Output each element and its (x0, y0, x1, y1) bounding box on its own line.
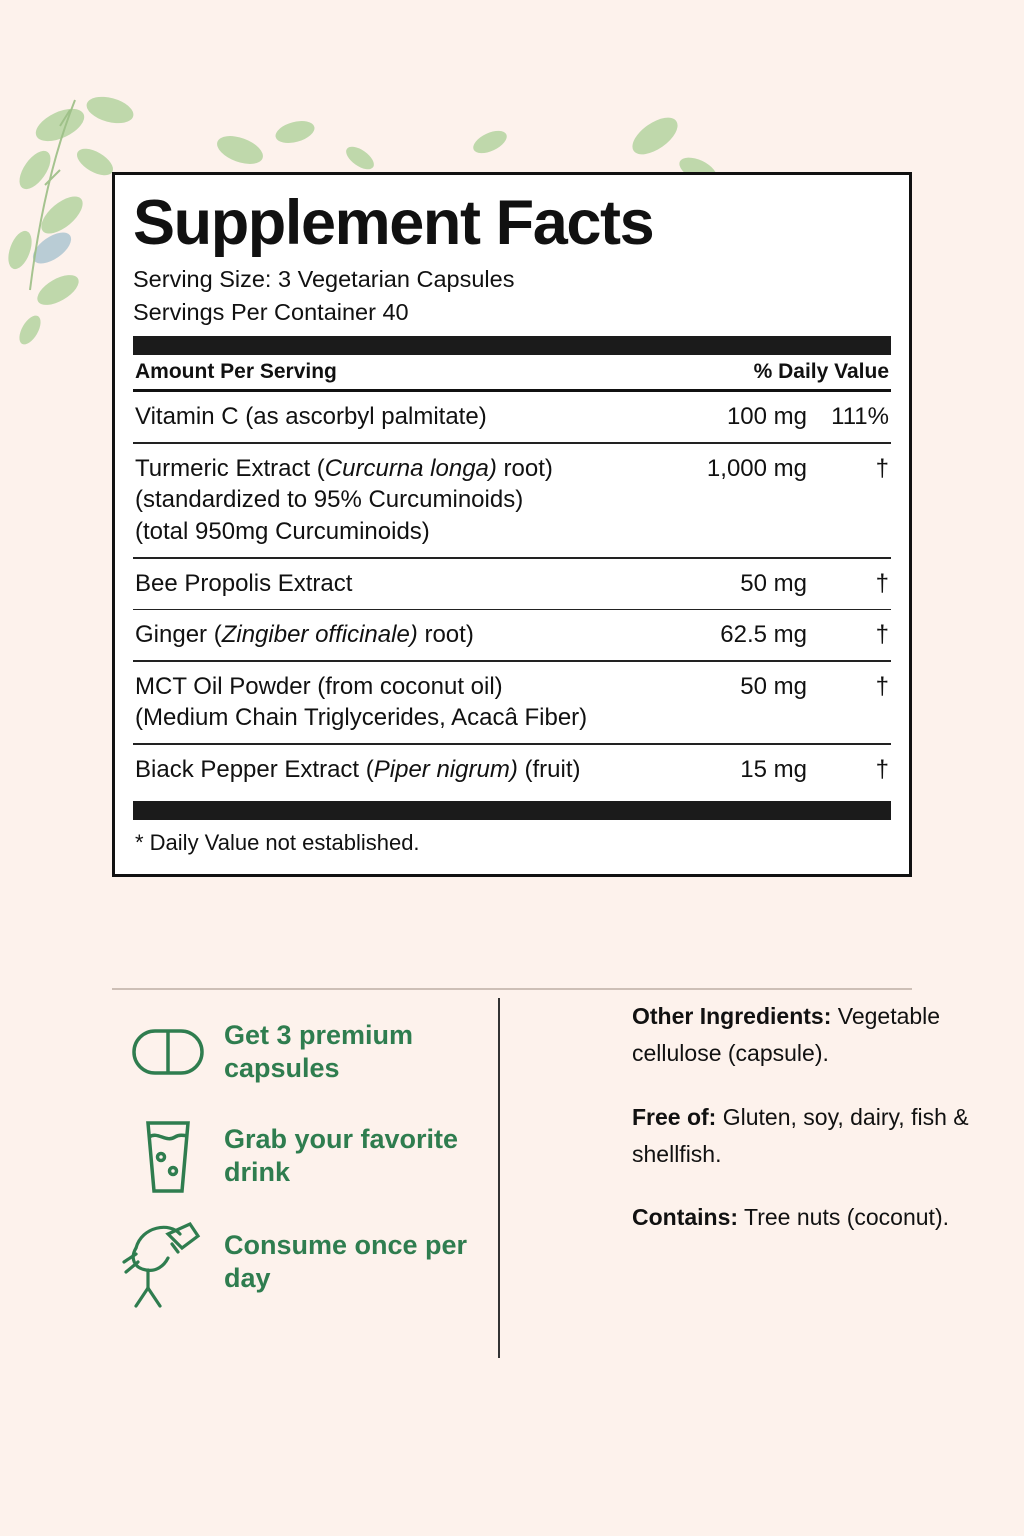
serving-size: Serving Size: 3 Vegetarian Capsules (133, 266, 515, 293)
divider-thick-top (133, 336, 891, 355)
nutrient-daily-value: † (875, 755, 889, 783)
drink-glass-icon (112, 1113, 224, 1199)
other-ingredients (632, 998, 1024, 1073)
capsule-icon (112, 1017, 224, 1087)
other-ingredients-label: Other Ingredients: (632, 1003, 832, 1029)
step-label: Consume once per day (224, 1229, 468, 1293)
nutrient-name: Vitamin C (as ascorbyl palmitate) (135, 403, 487, 431)
supplement-facts-panel (112, 172, 912, 877)
nutrient-name-latin: Curcurna longa) (324, 454, 497, 482)
other-ingredients-text: Vegetable cellulose (capsule). (632, 1003, 941, 1067)
other-ingredients-block (632, 998, 1024, 1262)
nutrient-amount: 62.5 mg (720, 621, 807, 649)
table-row (133, 392, 891, 442)
divider-thick-bottom (133, 801, 891, 820)
page-title: Supplement Facts (133, 188, 654, 258)
table-row (133, 610, 891, 660)
contains-label: Contains: (632, 1204, 739, 1230)
nutrient-name-post: root) (496, 454, 553, 482)
nutrient-name (135, 754, 675, 786)
nutrient-name-pre: Turmeric Extract ( (135, 454, 325, 482)
list-item (112, 1006, 500, 1098)
nutrient-subtext-1: (Medium Chain Triglycerides, Acacâ Fiber) (135, 704, 588, 732)
nutrient-name-latin: Piper nigrum) (373, 755, 518, 783)
table-row (133, 559, 891, 609)
nutrient-amount: 1,000 mg (706, 454, 807, 482)
nutrient-subtext-1: (standardized to 95% Curcuminoids) (135, 486, 524, 514)
nutrient-amount: 15 mg (740, 755, 807, 783)
nutrient-amount: 50 mg (740, 569, 807, 597)
contains-text: Tree nuts (coconut). (738, 1204, 949, 1230)
table-row (133, 662, 891, 744)
free-of-label: Free of: (632, 1103, 717, 1130)
nutrient-name-pre: Biack Pepper Extract ( (135, 755, 374, 783)
nutrient-name-post: root) (417, 621, 474, 649)
usage-steps (112, 990, 500, 1322)
usage-and-ingredients-section (112, 990, 969, 1322)
nutrient-daily-value: † (875, 569, 889, 597)
nutrient-amount: 100 mg (726, 403, 807, 431)
nutrient-daily-value: † (875, 454, 889, 482)
nutrient-name (135, 671, 675, 735)
list-item (112, 1110, 500, 1202)
nutrient-daily-value: 111% (831, 403, 889, 431)
nutrient-subtext-2: (total 950mg Curcuminoids) (135, 518, 430, 546)
nutrient-daily-value: † (875, 672, 889, 700)
step-label: Grab your favorite drink (224, 1123, 459, 1187)
nutrient-name-text: MCT Oil Powder (from coconut oil) (135, 672, 503, 700)
free-of (632, 1099, 1024, 1174)
free-of-text: Gluten, soy, dairy, fish & shellfish. (632, 1103, 969, 1167)
daily-value-footnote: * Daily Value not established. (135, 829, 420, 855)
nutrient-name-latin: Zingiber officinale) (221, 621, 418, 649)
nutrient-name-post: (fruit) (517, 755, 581, 783)
person-drinking-icon (112, 1214, 224, 1310)
nutrient-name (135, 619, 675, 651)
list-item (112, 1214, 500, 1310)
table-header-row (133, 355, 891, 389)
header-amount-per-serving: Amount Per Serving (135, 360, 337, 384)
nutrient-amount: 50 mg (740, 672, 807, 700)
header-daily-value: % Daily Value (753, 360, 889, 384)
step-label: Get 3 premium capsules (224, 1019, 414, 1083)
contains (632, 1199, 1024, 1236)
nutrient-name: Bee Propolis Extract (135, 569, 353, 597)
table-row (133, 745, 891, 795)
nutrient-name (135, 453, 675, 549)
table-row (133, 444, 891, 558)
servings-per-container: Servings Per Container 40 (133, 298, 409, 325)
nutrient-daily-value: † (875, 621, 889, 649)
nutrient-name-pre: Ginger ( (135, 621, 222, 649)
